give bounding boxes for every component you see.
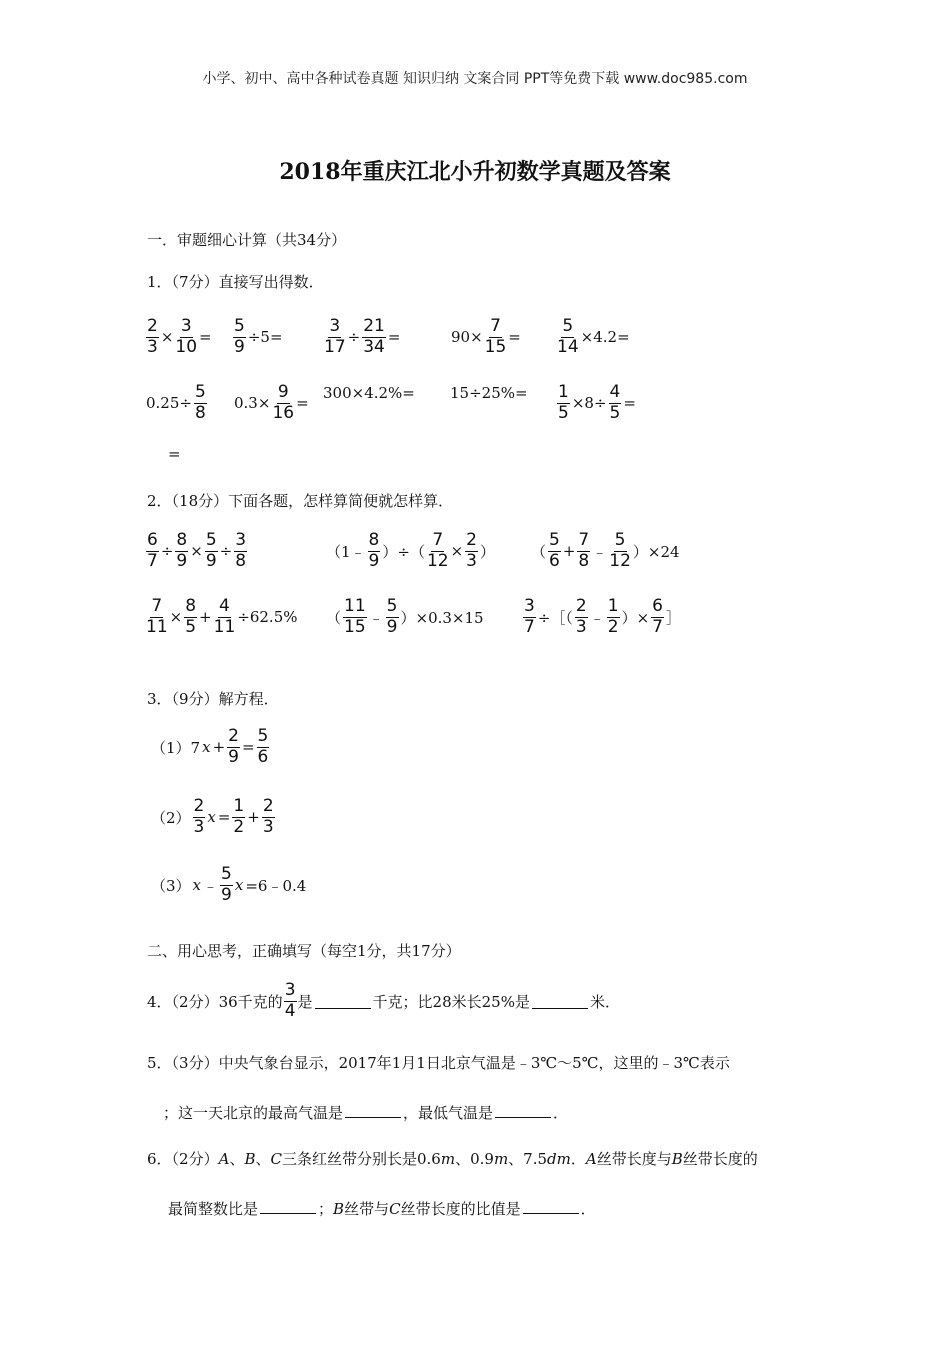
denominator: 12 — [609, 550, 631, 571]
fraction — [146, 532, 159, 571]
fraction — [193, 798, 206, 837]
suffix: ）×0.3×15 — [400, 608, 484, 627]
fraction — [427, 532, 449, 571]
denominator: 3 — [466, 550, 477, 571]
denominator: 12 — [426, 550, 449, 571]
suffix: ］ — [665, 608, 681, 627]
operator: × — [160, 328, 174, 347]
answer-blank[interactable] — [495, 1103, 551, 1118]
prefix: 0.25÷ — [146, 394, 192, 413]
numerator: 2 — [262, 796, 274, 816]
numerator: 5 — [614, 530, 626, 550]
q1-r3-equals: = — [168, 445, 181, 463]
denominator: 5 — [185, 616, 197, 637]
denominator: 17 — [324, 336, 346, 357]
numerator: 2 — [193, 796, 205, 816]
fraction — [284, 982, 297, 1021]
q6-text: 、 — [255, 1150, 271, 1168]
variable-x: x — [207, 808, 216, 827]
unit-m: m — [493, 1150, 509, 1168]
section2-heading: 二、用心思考，正确填写（每空1分，共17分） — [147, 942, 461, 960]
prefix: （ — [531, 542, 547, 561]
numerator: 3 — [284, 980, 296, 1000]
unit-m: m — [440, 1150, 456, 1168]
fraction — [575, 598, 588, 637]
fraction — [214, 598, 236, 637]
q4-text: 千克；比28米长25%是 — [372, 992, 530, 1011]
denominator: 3 — [193, 816, 205, 837]
fraction — [220, 866, 233, 905]
numerator: 9 — [277, 382, 289, 402]
prefix: （2） — [151, 808, 191, 827]
denominator: 9 — [228, 746, 239, 767]
numerator: 2 — [228, 726, 239, 746]
operator: ÷5= — [247, 328, 283, 347]
q1-r2-e4: 15÷25%= — [450, 384, 528, 402]
denominator: 2 — [607, 616, 619, 637]
suffix: ） — [480, 542, 496, 561]
q2-e3 — [530, 532, 681, 571]
q2-e2 — [325, 532, 496, 571]
q6-text: 丝带长度的比值是 — [400, 1200, 521, 1218]
q5-text: ，最低气温是 — [403, 1104, 494, 1122]
q3-label: 3．（9分）解方程． — [147, 690, 279, 708]
numerator: 5 — [221, 864, 232, 884]
numerator: 5 — [205, 530, 217, 550]
operator: ﹣ — [368, 608, 384, 627]
numerator: 5 — [257, 726, 269, 746]
variable-x: x — [234, 876, 244, 895]
denominator: 5 — [609, 402, 621, 423]
operator: ×4.2= — [580, 328, 630, 347]
label-b: B — [671, 1150, 683, 1168]
numerator: 6 — [652, 596, 663, 616]
q6-text: ． — [580, 1200, 596, 1218]
fraction — [368, 532, 381, 571]
denominator: 15 — [484, 336, 507, 357]
q6-line1 — [147, 1148, 758, 1169]
denominator: 9 — [221, 884, 232, 905]
numerator: 7 — [432, 530, 444, 550]
numerator: 4 — [609, 382, 621, 402]
prefix: （1﹣ — [326, 542, 366, 561]
fraction — [523, 598, 536, 637]
numerator: 7 — [151, 596, 163, 616]
denominator: 9 — [386, 616, 398, 637]
q2-label: 2．（18分）下面各题，怎样算简便就怎样算． — [147, 492, 454, 510]
equals: = — [623, 394, 636, 413]
prefix: （ — [326, 608, 342, 627]
numerator: 7 — [490, 316, 501, 336]
label-c: C — [389, 1200, 401, 1218]
fraction — [232, 798, 245, 837]
answer-blank[interactable] — [315, 994, 371, 1009]
numerator: 21 — [363, 316, 385, 336]
operator: ）× — [621, 608, 650, 627]
operator: × — [450, 542, 464, 561]
q5-text: ；这一天北京的最高气温是 — [163, 1104, 344, 1122]
denominator: 16 — [272, 402, 295, 423]
numerator: 5 — [194, 382, 206, 402]
fraction — [548, 532, 561, 571]
denominator: 10 — [175, 336, 198, 357]
denominator: 6 — [549, 550, 560, 571]
operator: + — [199, 608, 212, 627]
numerator: 2 — [575, 596, 587, 616]
operator: ÷ — [219, 542, 233, 561]
operator: ）÷（ — [382, 542, 425, 561]
q1-r2-e3: 300×4.2%= — [323, 384, 415, 402]
denominator: 9 — [368, 550, 380, 571]
q3-eq1 — [150, 728, 270, 767]
denominator: 11 — [146, 616, 168, 637]
operator: ﹣ — [203, 876, 219, 895]
fraction — [272, 384, 294, 423]
q1-r1-e5 — [556, 318, 631, 357]
fraction — [175, 318, 197, 357]
fraction — [485, 318, 507, 357]
equals: = — [296, 394, 309, 413]
denominator: 8 — [578, 550, 590, 571]
prefix: （1）7 — [151, 738, 201, 757]
operator: × — [190, 542, 203, 561]
denominator: 8 — [235, 550, 247, 571]
equals: = — [217, 808, 231, 827]
numerator: 7 — [578, 530, 590, 550]
q6-text: 最简整数比是 — [168, 1200, 259, 1218]
q3-eq3 — [150, 866, 307, 905]
label-c: C — [270, 1150, 282, 1168]
operator: ﹣ — [589, 608, 605, 627]
q2-e1 — [145, 532, 248, 571]
fraction — [651, 598, 664, 637]
fraction — [577, 532, 590, 571]
q4 — [147, 982, 620, 1021]
q6-text: 丝带长度的 — [682, 1150, 758, 1168]
fraction — [146, 598, 168, 637]
operator: + — [212, 738, 226, 757]
q6-text: 、7.5 — [508, 1150, 548, 1168]
variable-x: x — [202, 738, 211, 757]
fraction — [465, 532, 478, 571]
operator: × — [169, 608, 183, 627]
fraction — [194, 384, 207, 423]
q6-text: 丝带与 — [344, 1200, 390, 1218]
numerator: 3 — [180, 316, 192, 336]
equals: = — [508, 328, 521, 347]
denominator: 7 — [147, 550, 158, 571]
numerator: 2 — [147, 316, 158, 336]
operator: ÷ — [160, 542, 174, 561]
variable-x: x — [192, 876, 202, 895]
fraction — [227, 728, 240, 767]
fraction — [146, 318, 159, 357]
label-a: A — [218, 1150, 230, 1168]
numerator: 1 — [558, 382, 569, 402]
q1-r1-e3 — [323, 318, 401, 357]
prefix: （3） — [151, 876, 191, 895]
fraction — [205, 532, 218, 571]
fraction — [362, 318, 386, 357]
prefix: 90× — [451, 328, 483, 347]
operator: + — [247, 808, 260, 827]
prefix: 0.3× — [234, 394, 271, 413]
fraction — [609, 532, 631, 571]
fraction — [257, 728, 270, 767]
q1-r1-e1 — [145, 318, 213, 357]
numerator: 5 — [562, 316, 574, 336]
numerator: 4 — [219, 596, 230, 616]
q4-text: 4．（2分）36千克的 — [147, 992, 283, 1011]
numerator: 5 — [549, 530, 560, 550]
numerator: 1 — [607, 596, 619, 616]
label-a: A — [585, 1150, 597, 1168]
denominator: 2 — [233, 816, 245, 837]
q2-e5 — [325, 598, 485, 637]
q6-text: 6．（2分） — [147, 1150, 219, 1168]
suffix: ÷62.5% — [237, 608, 298, 627]
fraction — [324, 318, 346, 357]
section1-heading: 一．审题细心计算（共34分） — [147, 231, 347, 249]
numerator: 1 — [233, 796, 245, 816]
page-title: 2018年重庆江北小升初数学真题及答案 — [279, 159, 671, 185]
numerator: 5 — [386, 596, 398, 616]
operator: + — [562, 542, 576, 561]
numerator: 3 — [329, 316, 341, 336]
q5-line2 — [163, 1102, 568, 1123]
fraction — [557, 318, 579, 357]
q2-e4 — [145, 598, 299, 637]
operator: ÷［（ — [537, 608, 573, 627]
suffix: ）×24 — [632, 542, 680, 561]
answer-blank[interactable] — [345, 1103, 401, 1118]
operator: ﹣ — [592, 542, 608, 561]
q1-r1-e4 — [450, 318, 522, 357]
denominator: 5 — [558, 402, 569, 423]
q3-eq2 — [150, 798, 276, 837]
fraction — [184, 598, 197, 637]
q6-text: 丝带长度与 — [596, 1150, 672, 1168]
unit-dm: dm — [547, 1150, 571, 1168]
denominator: 9 — [205, 550, 217, 571]
denominator: 11 — [213, 616, 236, 637]
fraction — [175, 532, 188, 571]
q6-text: ； — [318, 1200, 334, 1218]
suffix: =6﹣0.4 — [245, 876, 307, 895]
fraction — [609, 384, 622, 423]
q1-r2-e1 — [145, 384, 208, 423]
equals: = — [241, 738, 255, 757]
equals: = — [199, 328, 212, 347]
denominator: 6 — [257, 746, 269, 767]
q2-e6 — [522, 598, 682, 637]
q1-r2-e5 — [556, 384, 637, 423]
numerator: 2 — [466, 530, 477, 550]
equals: = — [387, 328, 401, 347]
operator: ÷ — [347, 328, 361, 347]
page-header: 小学、初中、高中各种试卷真题 知识归纳 文案合同 PPT等免费下载 www.doc985.com — [202, 71, 748, 87]
numerator: 3 — [524, 596, 535, 616]
q6-text: ． — [570, 1150, 586, 1168]
numerator: 5 — [234, 316, 245, 336]
numerator: 3 — [235, 530, 247, 550]
q6-text: 、 — [229, 1150, 245, 1168]
denominator: 9 — [234, 336, 245, 357]
q5-line1: 5．（3分）中央气象台显示，2017年1月1日北京气温是﹣3℃～5℃，这里的﹣3℃表示 — [147, 1054, 730, 1072]
denominator: 15 — [344, 616, 366, 637]
q1-r1-e2 — [232, 318, 284, 357]
fraction — [233, 318, 246, 357]
q6-line2 — [168, 1198, 596, 1219]
q6-text: 、0.9 — [455, 1150, 494, 1168]
denominator: 34 — [363, 336, 385, 357]
denominator: 9 — [176, 550, 188, 571]
numerator: 8 — [368, 530, 380, 550]
label-b: B — [244, 1150, 256, 1168]
numerator: 8 — [185, 596, 197, 616]
denominator: 4 — [284, 1000, 296, 1021]
q4-text: 是 — [297, 992, 313, 1011]
operator: ×8÷ — [571, 394, 607, 413]
answer-blank[interactable] — [260, 1199, 316, 1214]
denominator: 3 — [575, 616, 587, 637]
denominator: 7 — [652, 616, 663, 637]
numerator: 11 — [344, 596, 366, 616]
fraction — [262, 798, 275, 837]
fraction — [234, 532, 247, 571]
answer-blank[interactable] — [532, 994, 588, 1009]
answer-blank[interactable] — [523, 1199, 579, 1214]
q5-text: ． — [553, 1104, 569, 1122]
fraction — [607, 598, 620, 637]
denominator: 3 — [262, 816, 274, 837]
label-b: B — [333, 1200, 345, 1218]
fraction — [343, 598, 367, 637]
fraction — [557, 384, 570, 423]
numerator: 8 — [176, 530, 188, 550]
numerator: 6 — [147, 530, 158, 550]
q6-text: 三条红丝带分别长是0.6 — [281, 1150, 441, 1168]
denominator: 3 — [147, 336, 158, 357]
q1-label: 1．（7分）直接写出得数． — [147, 273, 324, 291]
denominator: 14 — [557, 336, 579, 357]
denominator: 8 — [194, 402, 206, 423]
denominator: 7 — [524, 616, 535, 637]
q1-r2-e2 — [233, 384, 310, 423]
q4-text: 米． — [589, 992, 620, 1011]
fraction — [386, 598, 399, 637]
